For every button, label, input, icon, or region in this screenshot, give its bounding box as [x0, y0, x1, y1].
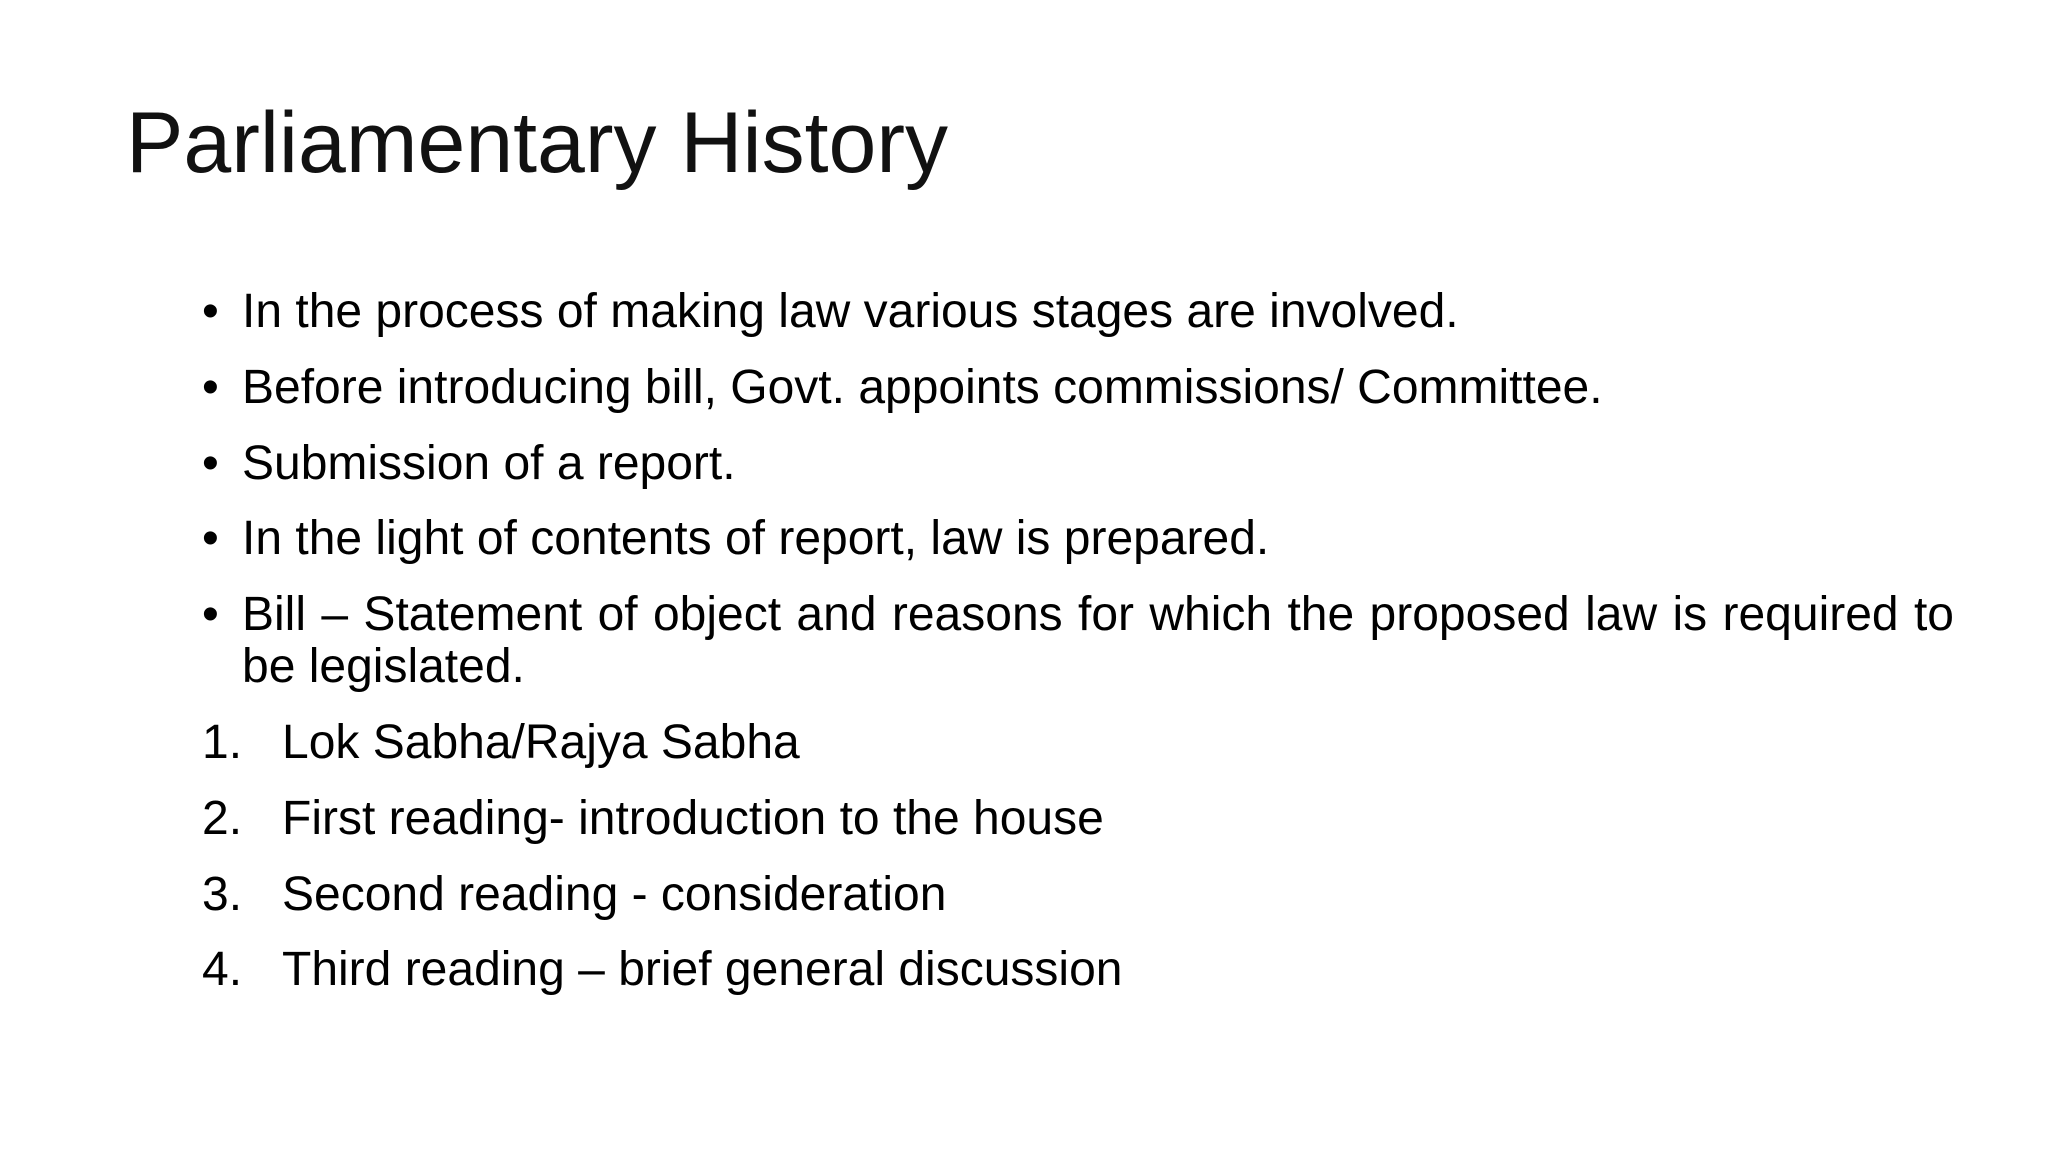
bullet-item: [202, 286, 1954, 338]
bullet-text: In the light of contents of report, law is prepared.: [242, 512, 1270, 566]
bullet-text: In the process of making law various stages are involved.: [242, 285, 1459, 338]
item-number: 1.: [202, 715, 243, 769]
bullet-icon: •: [202, 512, 219, 566]
item-number: 2.: [202, 791, 243, 845]
bullet-icon: •: [202, 436, 219, 490]
item-number: 3.: [202, 867, 243, 921]
bullet-list: [202, 286, 1954, 693]
numbered-item: [202, 869, 1954, 921]
numbered-list: [202, 717, 1954, 996]
bullet-text: Submission of a report.: [242, 436, 736, 490]
bullet-item: [202, 589, 1954, 693]
bullet-icon: •: [202, 360, 219, 414]
slide-content: [202, 286, 1954, 1020]
numbered-item: [202, 717, 1954, 769]
bullet-icon: •: [202, 285, 219, 338]
numbered-text: First reading- introduction to the house: [282, 791, 1104, 845]
item-number: 4.: [202, 943, 243, 997]
bullet-icon: •: [202, 588, 219, 642]
numbered-text: Lok Sabha/Rajya Sabha: [282, 715, 800, 769]
numbered-item: [202, 944, 1954, 996]
bullet-text: Bill – Statement of object and reasons for which the proposed law is required to be legislated.: [242, 588, 1954, 694]
bullet-item: [202, 438, 1954, 490]
numbered-item: [202, 793, 1954, 845]
bullet-item: [202, 513, 1954, 565]
bullet-item: [202, 362, 1954, 414]
numbered-text: Third reading – brief general discussion: [282, 943, 1123, 997]
bullet-text: Before introducing bill, Govt. appoints commissions/ Committee.: [242, 360, 1603, 414]
slide-title: Parliamentary History: [126, 95, 948, 191]
numbered-text: Second reading - consideration: [282, 867, 947, 921]
